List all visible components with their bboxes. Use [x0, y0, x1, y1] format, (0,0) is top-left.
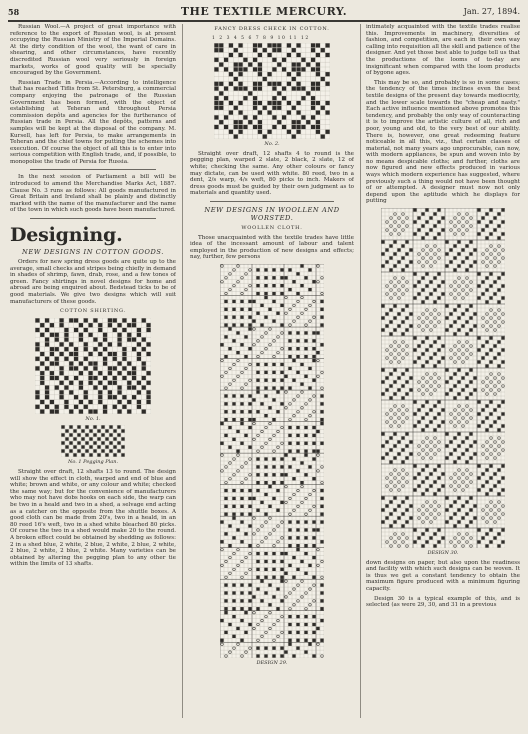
column-1 [10, 24, 176, 724]
design-grid-no-1 [35, 318, 151, 414]
subtitle-woollen-cloth: WOOLLEN CLOTH. [241, 224, 303, 231]
design-grid-no-2 [214, 43, 330, 139]
page-header [8, 4, 520, 22]
article-draft-instructions: Straight over draft, 12 shafts 13 to round. The design will show the effect in cloth, warped and end of blue and white; brown and white, or any colour and white; checked the same way; but for the convenience of manufacturers who may not have dobs hooks on each side, the warp can be two in a heald and two in a shed, a selvage end acting as a catcher on the opposite from the shuttle boxes. A good cloth can be made from 20's, two in a heald, in an 80 reed 16's weft, two in a shed white bleached 80 picks. Of course the two in a shed would make 20 to the round. A broken effect could be obtained by shedding as follows: 2 in a shed blue, 2 white, 2 blue, 2 white, 2 blue, 2 white, 2 blue, 2 white, 2 blue, 2 white. Many varieties can be obtained by altering the pegging plan to any other tie within the limits of 13 shafts. [10, 468, 176, 568]
article-design-30-example: Design 30 is a typical example of this, and is selected (as were 29, 30, and 31 in a previous [366, 595, 520, 609]
figure-caption-no-1: No. 1. [85, 415, 101, 422]
column-rule-1 [182, 24, 183, 718]
pegging-plan-grid [61, 425, 125, 457]
design-30-caption: DESIGN 30. [427, 550, 459, 557]
design-30-grid [381, 208, 505, 548]
design-29-grid [220, 264, 324, 658]
figure-caption-no-2: No. 2. [264, 141, 280, 148]
section-title-woollen-worsted: NEW DESIGNS IN WOOLLEN AND WORSTED. [204, 205, 340, 222]
section-title-designing: Designing. [10, 224, 123, 247]
article-woollen-cloth: Those unacquainted with the textile trades have little idea of the incessant amount of labour and talent employed in the production of new designs and effects; nay, further, few persons [190, 234, 354, 261]
figure-title-fancy-dress-check: FANCY DRESS CHECK IN COTTON. [214, 26, 330, 32]
article-cotton-goods: Orders for new spring dress goods are quite up to the average, small checks and stripes being chiefly in demand in shades of shrimp, fawn, drab, rose, and a few tones of green. Fancy shirtings in novel designs for home and abroad are being enquired about. Bedstead ticks to be of good materials. We give two designs which will suit manufacturers of these goods. [10, 259, 176, 305]
page-number: 58 [8, 7, 20, 17]
issue-date: Jan. 27, 1894. [463, 7, 520, 16]
article-textile-tendency: This may be so, and probably is so in some cases; the tendency of the times inclines even the best textile designs of the present day towards mediocrity, and the lower scale towards the "cheap and nasty." Each active influence mentioned above promotes this tendency, and probably the only way of counteracting it is to improve the artistic culture of all, rich and poor, young and old, to the very best of our ability. There is, however, one great redeeming feature noticeable in all this, viz., that certain classes of material, not many years ago unprocurable, can now, with modern appliances, be spun and woven into by no means despicable cloths; and further, cloths are now figured and new effects produced in various ways which modern experience has suggested, where previously such a thing would not have been thought of or attempted. A designer must now not only depend upon the aptitude which he displays for putting [366, 79, 520, 205]
column-rule-2 [360, 24, 361, 718]
divider [210, 201, 334, 202]
article-russian-wool: Russian Wool.—A project of great importance with reference to the export of Russian wool, is at present occupying the Russian Ministry of the Imperial Domains. At the dirty condition of the wool, the want of care in shearing, and other circumstances, have recently discredited Russian wool very seriously in foreign markets, works of good quality will be specially encouraged by the Government. [10, 24, 176, 77]
article-design-readiness: down designs on paper, but also upon the readiness and facility with which such designs can be woven. It is thus we get a constant tendency to obtain the maximum figure produced with a minimum figuring capacity. [366, 559, 520, 592]
column-3 [366, 24, 520, 724]
subtitle-cotton-goods: NEW DESIGNS IN COTTON GOODS. [22, 248, 164, 257]
article-fancy-dress-check: Straight over draft, 12 shafts 4 to round is the pegging plan, warped 2 slate, 2 black, 2 slate, 12 of white; checking the same. Any other colours or fancy may dictate, can be used with white. 80 reed, two in a dent, 2/s warp, 4/s weft, 80 picks to inch. Makers of dress goods must be guided by their own judgment as to materials and quantity used. [190, 150, 354, 197]
design-29-caption: DESIGN 29. [256, 659, 288, 666]
figure-column-numbers: 1 2 3 4 5 6 7 8 9 10 11 12 [212, 35, 310, 41]
article-russian-trade-persia: Russian Trade in Persia.—According to intelligence that has reached Tiflis from St. Petersburg, a commercial company enjoying the patronage of the Russian Government has been formed, with the object of establishing at Teheran and throughout Persia commission depôts and agencies for the furtherance of Russian trade in Persia. All the depôts, patterns and samples will be kept at the disposal of the company. M. Kursell, has left for Persia, to make arrangements in Teheran and the chief towns for putting the schemes into execution. Of course the object of all this is to enter into serious competition with English trade, and, if possible, to monopolise the trade of Persia for Russia. [10, 79, 176, 165]
divider [30, 169, 156, 170]
figure-caption-pegging-plan: No. 1 Pegging Plan. [67, 459, 119, 466]
column-2 [190, 24, 354, 724]
article-continued: intimately acquainted with the textile trades realise this. Improvements in machinery, diversities of fashion, and competition, are each in their own way calling into requisition all the skill and patience of the designer. And yet those best able to judge tell us that the productions of the looms of to-day are insignificant when compared with the loom products of bygone ages. [366, 24, 520, 77]
figure-label-cotton-shirting: COTTON SHIRTING. [59, 308, 127, 315]
masthead-title: THE TEXTILE MERCURY. [180, 5, 348, 18]
divider [30, 218, 156, 219]
article-merchandise-marks: In the next session of Parliament a bill will be introduced to amend the Merchandise Marks Act, 1887. Clause No. 3 runs as follows: All goods manufactured in Great Britain and Ireland shall be plainly and distinctly marked with the name of the manufacturer and the name of the town in which such goods have been manufactured. [10, 174, 176, 214]
